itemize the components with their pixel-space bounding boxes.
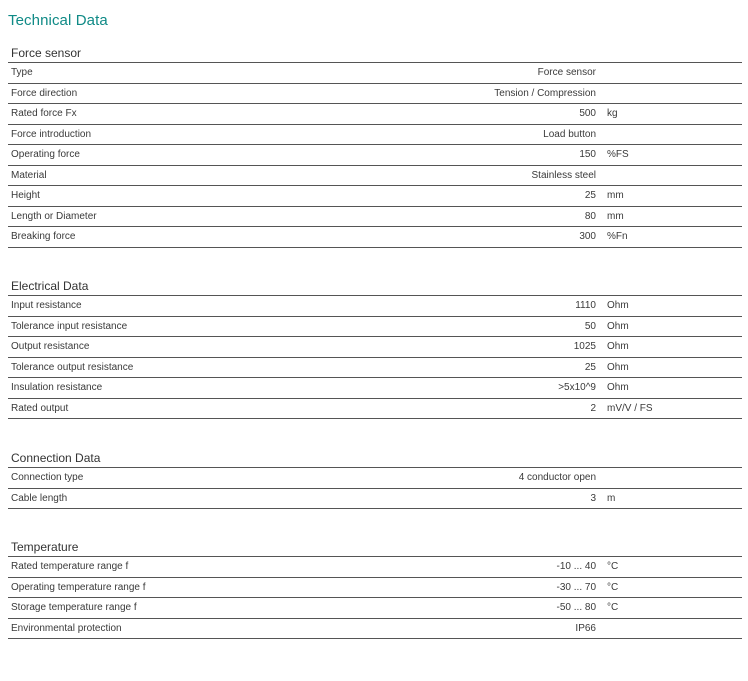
spec-row-force-introduction [8,125,742,146]
section-title: Force sensor [8,43,742,63]
spec-label: Type [11,67,33,78]
spec-row-input-resistance [8,296,742,317]
spec-value: 2 [590,402,596,414]
section-title: Connection Data [8,448,742,468]
spec-value: 80 [584,210,596,222]
spec-value: 1025 [573,341,596,352]
section-connection-data [8,448,742,509]
spec-row-insulation-resistance [8,378,742,399]
spec-label: Operating force [11,149,80,160]
spec-label: Insulation resistance [11,382,103,393]
spec-row-operating-force [8,145,742,166]
spec-label: Tolerance output resistance [11,361,134,373]
spec-value: Stainless steel [531,169,596,181]
spec-value: IP66 [575,622,596,634]
spec-label: Force direction [11,87,78,99]
spec-label: Rated output [11,402,69,414]
spec-label: Output resistance [11,341,90,352]
spec-row-force-direction [8,84,742,105]
spec-unit: %FS [607,149,629,160]
spec-row-rated-temperature-range [8,557,742,578]
spec-row-breaking-force [8,227,742,248]
spec-label: Environmental protection [11,622,122,634]
spec-value: 50 [584,320,596,332]
spec-value: -10 ... 40 [556,561,596,572]
spec-unit: m [607,492,616,504]
spec-unit: %Fn [607,231,628,242]
spec-unit: Ohm [607,361,629,373]
spec-value: 25 [584,361,596,373]
spec-value: 500 [579,108,596,119]
spec-row-tolerance-input-resistance [8,317,742,338]
spec-row-storage-temperature-range [8,598,742,619]
spec-row-height [8,186,742,207]
spec-unit: mV/V / FS [607,402,653,414]
spec-unit: °C [607,561,619,572]
spec-value: Tension / Compression [494,87,596,99]
spec-row-tolerance-output-resistance [8,358,742,379]
spec-value: -50 ... 80 [556,602,596,613]
spec-row-material [8,166,742,187]
spec-row-environmental-protection [8,619,742,640]
spec-value: Load button [543,128,596,140]
section-title: Electrical Data [8,276,742,296]
spec-label: Input resistance [11,300,82,311]
spec-unit: mm [607,190,624,201]
spec-value: 150 [579,149,596,160]
spec-value: 25 [584,190,596,201]
spec-unit: Ohm [607,320,629,332]
spec-unit: °C [607,602,619,613]
spec-label: Operating temperature range f [11,581,146,593]
page-title: Technical Data [8,12,108,29]
spec-row-rated-force [8,104,742,125]
spec-label: Rated temperature range f [11,561,129,572]
spec-row-operating-temperature-range [8,578,742,599]
spec-label: Length or Diameter [11,210,97,222]
spec-value: >5x10^9 [558,382,596,393]
section-title: Temperature [8,537,742,557]
section-temperature [8,537,742,639]
spec-value: 3 [590,492,596,504]
spec-row-output-resistance [8,337,742,358]
spec-label: Connection type [11,472,84,483]
section-electrical-data [8,276,742,419]
spec-unit: Ohm [607,382,629,393]
spec-label: Cable length [11,492,68,504]
spec-row-rated-output [8,399,742,420]
spec-label: Breaking force [11,231,76,242]
spec-unit: mm [607,210,624,222]
spec-label: Rated force Fx [11,108,77,119]
spec-label: Height [11,190,40,201]
spec-unit: °C [607,581,619,593]
spec-row-connection-type [8,468,742,489]
spec-unit: kg [607,108,618,119]
section-force-sensor [8,43,742,248]
spec-row-cable-length [8,489,742,510]
spec-row-length [8,207,742,228]
spec-value: 4 conductor open [518,472,596,483]
spec-label: Material [11,169,47,181]
spec-unit: Ohm [607,300,629,311]
spec-label: Storage temperature range f [11,602,137,613]
spec-value: 300 [579,231,596,242]
spec-label: Tolerance input resistance [11,320,128,332]
spec-label: Force introduction [11,128,92,140]
spec-row-type [8,63,742,84]
spec-unit: Ohm [607,341,629,352]
spec-value: -30 ... 70 [556,581,596,593]
spec-value: Force sensor [537,67,596,78]
spec-value: 1110 [575,300,596,311]
